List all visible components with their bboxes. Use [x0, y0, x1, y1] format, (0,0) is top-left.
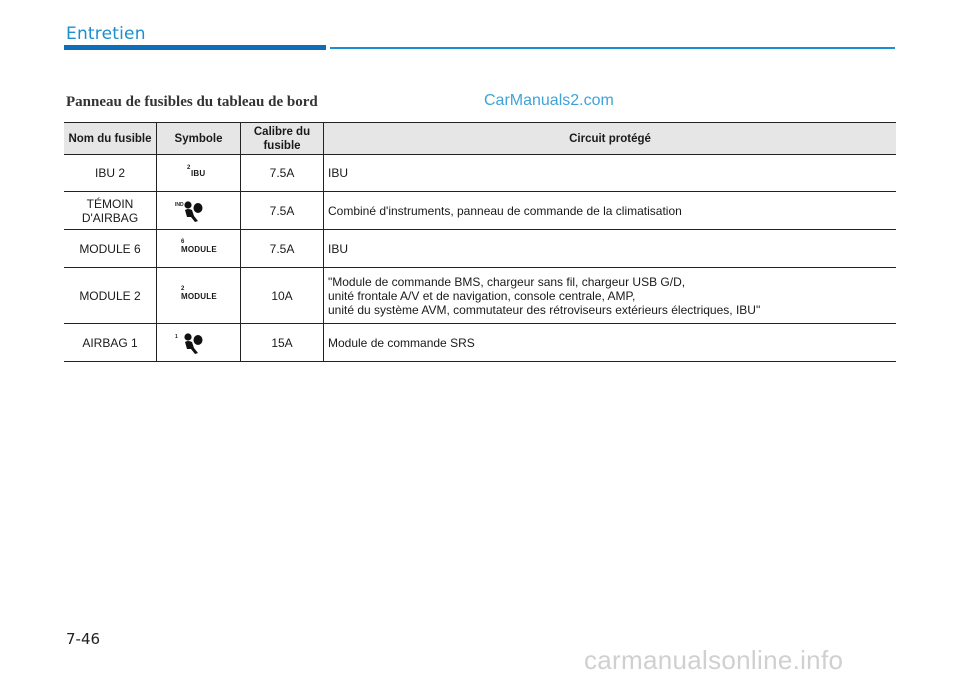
header-rule-thick [64, 45, 326, 50]
fuse-rating: 7.5A [241, 192, 324, 230]
fuse-circuit: IBU [324, 230, 897, 268]
table-row [64, 324, 896, 362]
fuse-rating: 7.5A [241, 230, 324, 268]
col-header-symbol: Symbole [157, 123, 241, 155]
page-heading: Panneau de fusibles du tableau de bord [66, 94, 318, 110]
header-rule-thin [330, 47, 895, 49]
table-row [64, 230, 896, 268]
fuse-symbol-ibu: 2 IBU [187, 165, 206, 178]
col-header-name: Nom du fusible [64, 123, 157, 155]
fuse-symbol [157, 155, 241, 192]
airbag-icon: 1 [181, 332, 205, 354]
fuse-circuit: IBU [324, 155, 897, 192]
col-header-rating: Calibre du fusible [241, 123, 324, 155]
fuse-rating: 15A [241, 324, 324, 362]
fuse-name: IBU 2 [64, 155, 157, 192]
fuse-table [64, 122, 896, 362]
fuse-rating: 7.5A [241, 155, 324, 192]
fuse-symbol [157, 192, 241, 230]
fuse-symbol [157, 268, 241, 324]
footer-watermark: carmanualsonline.info [584, 645, 844, 675]
airbag-icon: IND [181, 200, 205, 222]
fuse-circuit-line: unité frontale A/V et de navigation, console centrale, AMP, [328, 288, 636, 303]
fuse-circuit [324, 268, 897, 324]
col-header-circuit: Circuit protégé [324, 123, 897, 155]
section-title: Entretien [66, 24, 146, 44]
fuse-circuit: Combiné d'instruments, panneau de commande de la climatisation [324, 192, 897, 230]
table-header-row [64, 123, 896, 155]
fuse-circuit-line: unité du système AVM, commutateur des rétroviseurs extérieurs électriques, IBU" [328, 302, 761, 317]
fuse-symbol-module: 2 MODULE [181, 285, 217, 301]
fuse-rating: 10A [241, 268, 324, 324]
table-row [64, 268, 896, 324]
fuse-name: AIRBAG 1 [64, 324, 157, 362]
fuse-symbol [157, 230, 241, 268]
fuse-name: TÉMOIN D'AIRBAG [64, 192, 157, 230]
fuse-name: MODULE 2 [64, 268, 157, 324]
fuse-symbol [157, 324, 241, 362]
page-number: 7-46 [66, 630, 101, 648]
table-row [64, 155, 896, 192]
table-row [64, 192, 896, 230]
fuse-name: MODULE 6 [64, 230, 157, 268]
fuse-symbol-module: 6 MODULE [181, 238, 217, 254]
fuse-circuit: Module de commande SRS [324, 324, 897, 362]
fuse-circuit-line: "Module de commande BMS, chargeur sans fil, chargeur USB G/D, [328, 274, 686, 289]
watermark-link[interactable]: CarManuals2.com [484, 92, 614, 109]
